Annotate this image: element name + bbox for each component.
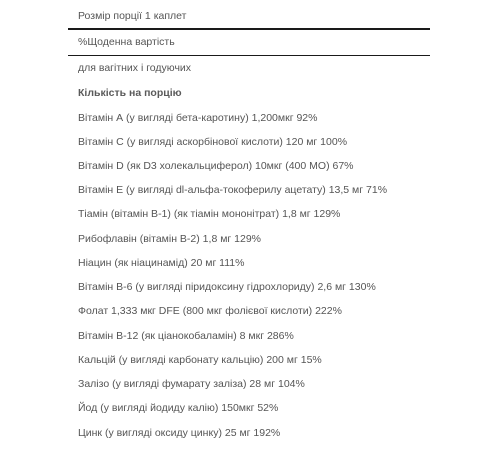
nutrient-row: Вітамін В-12 (як ціанокобаламін) 8 мкг 286% [78, 330, 294, 342]
nutrient-row: Вітамін В-6 (у вигляді піридоксину гідрохлориду) 2,6 мг 130% [78, 281, 376, 293]
serving-size: Розмір порції 1 каплет [78, 10, 187, 22]
nutrient-row: Йод (у вигляді йодиду калію) 150мкг 52% [78, 402, 279, 414]
nutrient-row: Ніацин (як ніацинамід) 20 мг 111% [78, 257, 245, 269]
nutrient-row: Кальцій (у вигляді карбонату кальцію) 200 мг 15% [78, 354, 322, 366]
daily-value-header: %Щоденна вартість [78, 36, 175, 48]
nutrient-row: Вітамін Е (у вигляді dl-альфа-токоферилу ацетату) 13,5 мг 71% [78, 184, 388, 196]
audience-label: для вагітних і годуючих [78, 62, 192, 74]
nutrient-row: Тіамін (вітамін В-1) (як тіамін мононітрат) 1,8 мг 129% [78, 208, 341, 220]
amount-per-serving-label: Кількість на порцію [78, 87, 182, 99]
nutrient-row: Вітамін А (у вигляді бета-каротину) 1,200мкг 92% [78, 112, 318, 124]
top-divider [68, 28, 430, 30]
nutrient-row: Вітамін D (як D3 холекальциферол) 10мкг (400 МО) 67% [78, 160, 354, 172]
nutrient-row: Рибофлавін (вітамін В-2) 1,8 мг 129% [78, 233, 262, 245]
nutrient-row: Цинк (у вигляді оксиду цинку) 25 мг 192% [78, 427, 281, 439]
header-divider [68, 55, 430, 56]
nutrient-row: Фолат 1,333 мкг DFE (800 мкг фолієвої кислоти) 222% [78, 305, 342, 317]
nutrient-row: Вітамін С (у вигляді аскорбінової кислоти) 120 мг 100% [78, 136, 348, 148]
nutrient-row: Залізо (у вигляді фумарату заліза) 28 мг 104% [78, 378, 305, 390]
